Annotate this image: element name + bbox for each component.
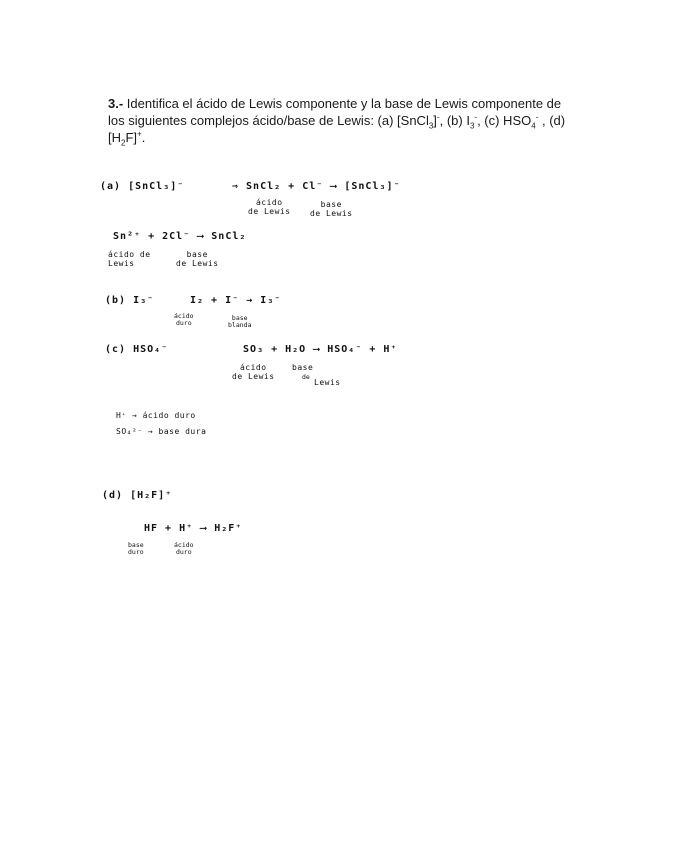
question-text: 3.- Identifica el ácido de Lewis componente y la base de Lewis componente de los siguientes complejos ácido/base de Lewis: (a) [SnCl$_3$]-, (b) $I_3^-$, (c) $HSO_4^-$ , (d) $[H_2F]^+$. <box>108 96 566 148</box>
part-c-note-1: H⁺ → ácido duro <box>116 411 196 420</box>
part-a-equation-2: Sn²⁺ + 2Cl⁻ ⟶ SnCl₂ <box>113 231 247 242</box>
part-a-acid-label-2: ácido de Lewis <box>108 250 151 268</box>
question-number: 3.- <box>108 96 124 111</box>
part-d-label: (d) [H₂F]⁺ <box>102 490 173 501</box>
part-c-base-label-de: de <box>302 373 310 381</box>
part-d-equation: HF + H⁺ ⟶ H₂F⁺ <box>144 523 243 534</box>
part-c-equation: SO₃ + H₂O ⟶ HSO₄⁻ + H⁺ <box>243 344 398 355</box>
part-b-acid-label: ácido duro <box>174 312 194 327</box>
part-b-label: (b) I₃⁻ <box>105 295 155 306</box>
part-c-label: (c) HSO₄⁻ <box>105 344 169 355</box>
part-b-base-label: base blanda <box>228 314 252 329</box>
part-d-base-label: base duro <box>128 541 144 556</box>
part-a-acid-label-1: ácido de Lewis <box>248 198 291 216</box>
part-a-label: (a) [SnCl₃]⁻ <box>100 181 185 192</box>
part-c-base-label-lewis: Lewis <box>314 378 341 387</box>
part-a-base-label-2: base de Lewis <box>176 250 219 268</box>
part-a-base-label-1: base de Lewis <box>310 200 353 218</box>
part-c-acid-label: ácido de Lewis <box>232 363 275 381</box>
part-c-base-label: base <box>292 363 314 372</box>
question-body: Identifica el ácido de Lewis componente y la base de Lewis componente de los siguientes complejos ácido/base de Lewis: (a) [SnCl <box>108 96 562 128</box>
part-b-equation: I₂ + I⁻ → I₃⁻ <box>190 295 282 306</box>
part-a-equation-1: ⇒ SnCl₂ + Cl⁻ ⟶ [SnCl₃]⁻ <box>232 181 401 192</box>
part-c-note-2: SO₄²⁻ → base dura <box>116 427 207 436</box>
part-d-acid-label: ácido duro <box>174 541 194 556</box>
